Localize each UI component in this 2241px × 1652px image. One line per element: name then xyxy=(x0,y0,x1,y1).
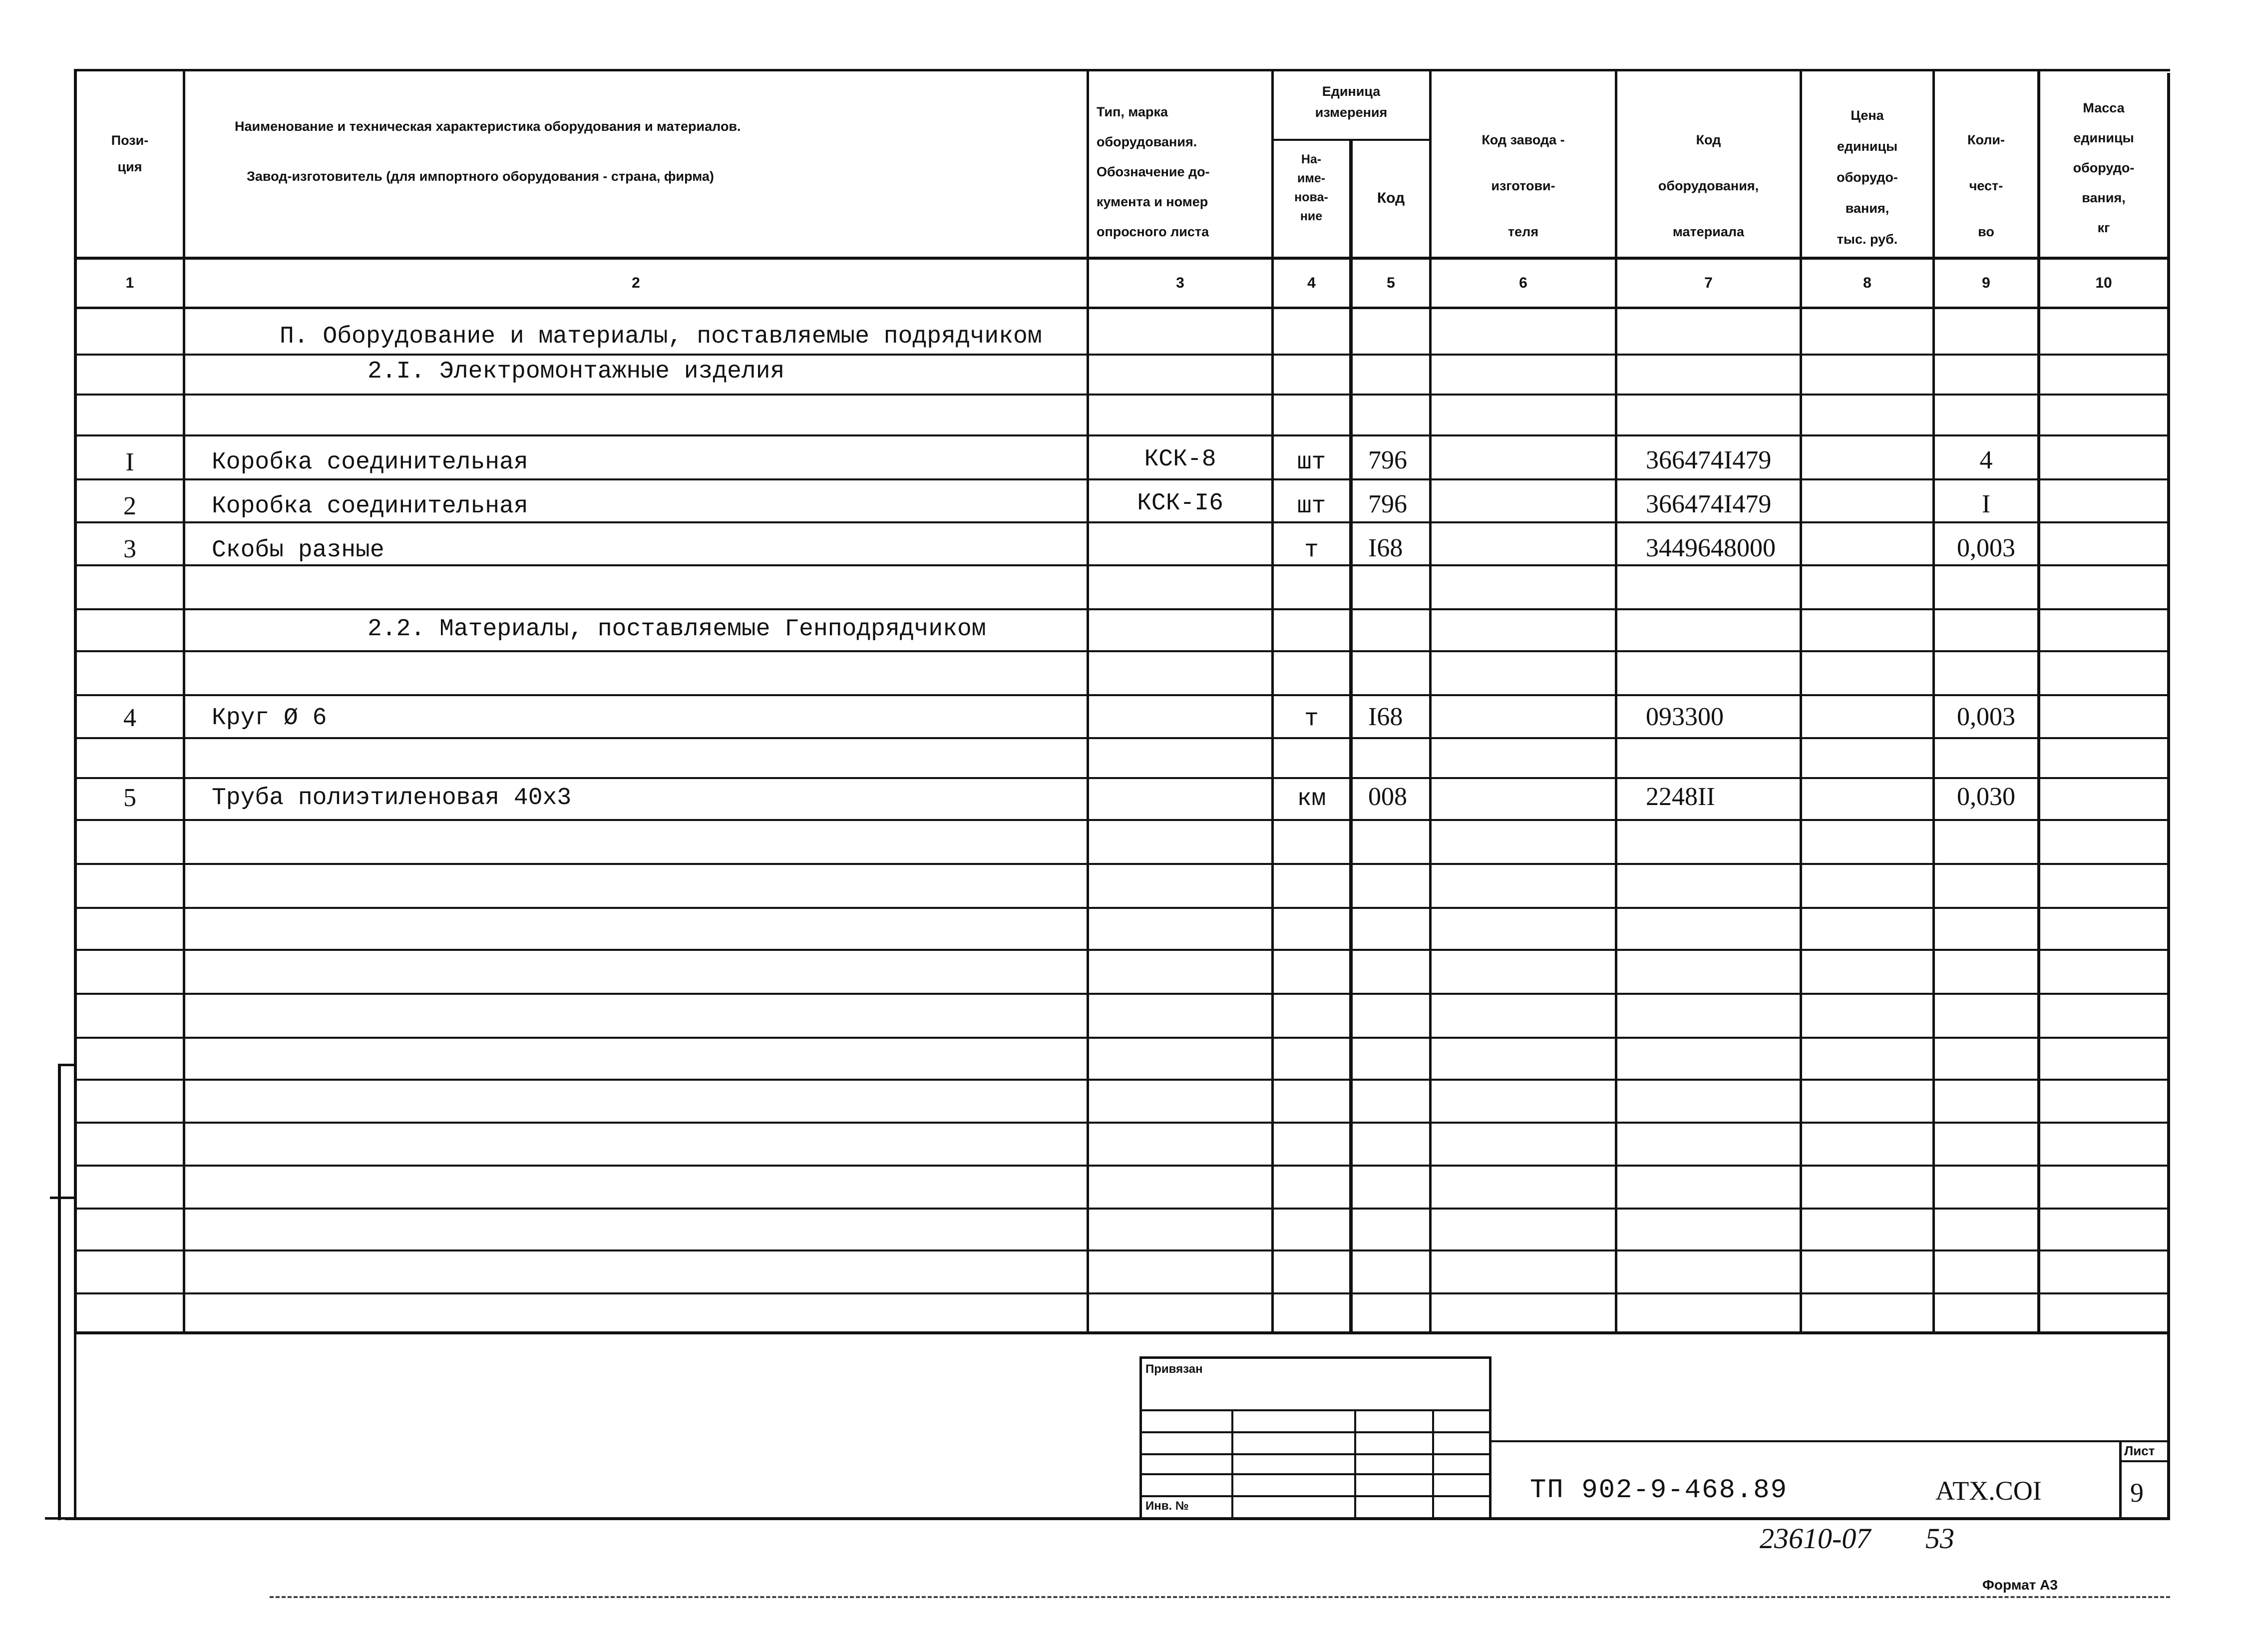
col-num-5: 5 xyxy=(1387,275,1395,291)
row3-name: Скобы разные xyxy=(212,537,384,564)
row4-unit: т xyxy=(1304,706,1319,733)
row1-code: 366474I479 xyxy=(1646,446,1772,474)
row4-code: 093300 xyxy=(1646,703,1724,731)
col-num-10: 10 xyxy=(2095,275,2112,291)
row2-ucode: 796 xyxy=(1368,490,1407,518)
row3-ucode: I68 xyxy=(1368,534,1403,562)
archive-sheet: 53 xyxy=(1925,1522,1954,1555)
row5-qty: 0,030 xyxy=(1957,783,2015,811)
row3-unit: т xyxy=(1304,537,1319,564)
row1-qty: 4 xyxy=(1979,446,1993,474)
header-col10: Масса единицы оборудо- вания, кг xyxy=(2073,100,2135,235)
header-unit-group: Единица измерения xyxy=(1315,84,1388,120)
col-num-3: 3 xyxy=(1176,275,1184,291)
row4-qty: 0,003 xyxy=(1957,703,2015,731)
header-col8: Цена единицы оборудо- вания, тыс. руб. xyxy=(1837,108,1898,247)
header-col5: Код xyxy=(1377,190,1405,206)
col-num-4: 4 xyxy=(1307,275,1316,291)
header-col1: Пози- ция xyxy=(111,133,149,174)
sheet-number: 9 xyxy=(2130,1478,2144,1508)
section-heading-3: 2.2. Материалы, поставляемые Генподрядчиком xyxy=(368,616,986,643)
doc-code: ТП 902-9-468.89 xyxy=(1530,1475,1788,1506)
col-num-6: 6 xyxy=(1519,275,1527,291)
format-label: Формат А3 xyxy=(1982,1577,2058,1593)
row5-pos: 5 xyxy=(123,784,136,812)
row3-code: 3449648000 xyxy=(1646,534,1776,562)
row5-unit: км xyxy=(1297,786,1326,813)
row4-name: Круг Ø 6 xyxy=(212,705,327,732)
row1-type: КСК-8 xyxy=(1144,446,1216,473)
row1-ucode: 796 xyxy=(1368,446,1407,474)
section-heading-2: 2.I. Электромонтажные изделия xyxy=(368,358,785,385)
row2-pos: 2 xyxy=(123,492,136,520)
row2-code: 366474I479 xyxy=(1646,490,1772,518)
header-col2-line2: Завод-изготовитель (для импортного оборудования - страна, фирма) xyxy=(247,169,714,184)
section-heading-1: П. Оборудование и материалы, поставляемые подрядчиком xyxy=(280,323,1042,350)
bottom-dashed-line xyxy=(270,1596,2170,1598)
stamp-inv: Инв. № xyxy=(1145,1499,1189,1513)
row4-ucode: I68 xyxy=(1368,703,1403,731)
doc-atx: АТХ.СОI xyxy=(1935,1476,2042,1506)
row5-ucode: 008 xyxy=(1368,783,1407,811)
row5-code: 2248II xyxy=(1646,783,1715,811)
header-col3: Тип, марка оборудования. Обозначение до- кумента и номер опросного листа xyxy=(1097,104,1210,239)
col-num-1: 1 xyxy=(125,275,134,291)
col-num-8: 8 xyxy=(1863,275,1871,291)
row5-name: Труба полиэтиленовая 40х3 xyxy=(212,785,572,812)
row1-pos: I xyxy=(125,448,134,476)
row2-qty: I xyxy=(1981,490,1991,518)
row3-pos: 3 xyxy=(123,535,136,563)
row2-unit: шт xyxy=(1297,493,1326,520)
row1-name: Коробка соединительная xyxy=(212,449,528,476)
header-col9: Коли- чест- во xyxy=(1967,132,2005,239)
row2-name: Коробка соединительная xyxy=(212,493,528,520)
header-col6: Код завода - изготови- теля xyxy=(1482,132,1565,239)
archive-number: 23610-07 xyxy=(1760,1522,1871,1555)
header-col7: Код оборудования, материала xyxy=(1658,132,1759,239)
col-num-7: 7 xyxy=(1704,275,1713,291)
col-num-9: 9 xyxy=(1982,275,1990,291)
header-col2-line1: Наименование и техническая характеристика оборудования и материалов. xyxy=(235,119,741,134)
row4-pos: 4 xyxy=(123,704,136,732)
row2-type: КСК-I6 xyxy=(1137,490,1223,517)
row1-unit: шт xyxy=(1297,449,1326,476)
stamp-privyazan: Привязан xyxy=(1145,1362,1203,1376)
header-col4: На- име- нова- ние xyxy=(1294,152,1328,223)
col-num-2: 2 xyxy=(632,275,640,291)
sheet-label: Лист xyxy=(2124,1443,2155,1458)
row3-qty: 0,003 xyxy=(1957,534,2015,562)
